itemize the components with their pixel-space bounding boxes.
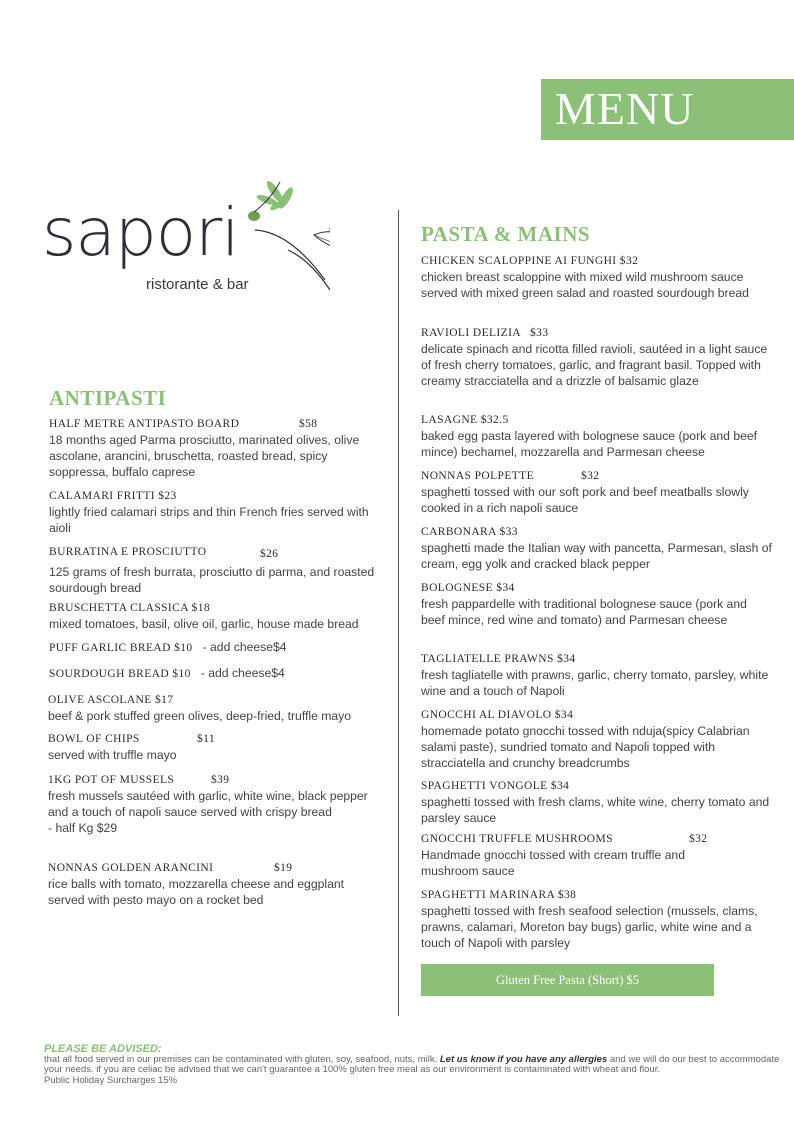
item-description: spaghetti tossed with fresh clams, white wine, cherry tomato and parsley sauce: [421, 795, 770, 826]
menu-item: [48, 732, 383, 763]
menu-item: [421, 413, 773, 460]
item-description: baked egg pasta layered with bolognese sauce (pork and beef mince) bechamel, mozzarella and Parmesan cheese: [421, 429, 758, 460]
item-name: LASAGNE $32.5: [421, 414, 509, 426]
column-divider: [398, 210, 399, 1016]
item-description: Handmade gnocchi tossed with cream truffle and mushroom sauce: [421, 848, 685, 879]
item-description: served with truffle mayo: [48, 748, 177, 762]
item-price: $19: [274, 862, 293, 874]
menu-item: [49, 417, 384, 481]
allergy-notice: [44, 1044, 784, 1086]
item-price: $32: [689, 833, 708, 845]
menu-item: [421, 525, 773, 572]
item-name: SOURDOUGH BREAD $10: [49, 668, 191, 680]
item-name: HALF METRE ANTIPASTO BOARD: [49, 418, 240, 430]
item-description: beef & pork stuffed green olives, deep-fried, truffle mayo: [48, 709, 352, 723]
pasta-title: PASTA & MAINS: [421, 222, 591, 246]
item-description: 125 grams of fresh burrata, prosciutto di parma, and roasted sourdough bread: [49, 565, 375, 596]
item-price: $58: [299, 418, 318, 430]
menu-item: [421, 652, 773, 699]
item-description: fresh pappardelle with traditional bolognese sauce (pork and beef mince, red wine and tomato) and Parmesan cheese: [421, 597, 747, 628]
menu-item: [49, 666, 384, 682]
menu-item: [49, 601, 384, 632]
gluten-free-label: Gluten Free Pasta (Short) $5: [495, 973, 640, 987]
notice-heading: PLEASE BE ADVISED:: [44, 1043, 162, 1055]
notice-text: [44, 1055, 784, 1076]
item-extra: - half Kg $29: [48, 821, 118, 836]
item-name: OLIVE ASCOLANE $17: [48, 694, 174, 706]
item-name: TAGLIATELLE PRAWNS $34: [421, 653, 576, 665]
menu-banner-label: MENU: [555, 83, 695, 134]
item-name: NONNAS GOLDEN ARANCINI: [48, 862, 214, 874]
item-price: $39: [211, 774, 230, 786]
item-price: $33: [530, 327, 549, 339]
item-addon: - add cheese$4: [200, 666, 285, 680]
item-name: GNOCCHI AL DIAVOLO $34: [421, 709, 574, 721]
item-name: BOWL OF CHIPS: [48, 733, 140, 745]
menu-item: [49, 545, 384, 596]
logo-subtitle: ristorante & bar: [146, 276, 249, 293]
item-description: spaghetti made the Italian way with pancetta, Parmesan, slash of cream, egg yolk and cracked black pepper: [421, 541, 772, 572]
menu-item: [421, 469, 773, 516]
surcharge-note: Public Holiday Surcharges 15%: [44, 1074, 178, 1086]
item-description: homemade potato gnocchi tossed with nduja(spicy Calabrian salami paste), sundried tomato and Napoli topped with stracciatella and crunchy breadcrumbs: [421, 724, 750, 771]
item-price: $26: [260, 548, 279, 560]
item-description: spaghetti tossed with our soft pork and beef meatballs slowly cooked in a rich napoli sauce: [421, 485, 749, 516]
notice-allergy-emphasis: Let us know if you have any allergies: [439, 1053, 608, 1065]
gluten-free-banner: [421, 964, 714, 996]
item-name: NONNAS POLPETTE: [421, 470, 535, 482]
menu-item: [421, 326, 773, 390]
item-description: spaghetti tossed with fresh seafood selection (mussels, clams, prawns, calamari, Moreton bay bugs) garlic, white wine and a touch of Napoli with parsley: [421, 904, 758, 951]
menu-item: [421, 888, 773, 952]
menu-item: [48, 861, 383, 908]
menu-item: [421, 832, 773, 879]
notice-text-part: that all food served in our premises can be contaminated with gluten, soy, seafood, nuts, milk.: [44, 1053, 440, 1065]
item-name: BRUSCHETTA CLASSICA $18: [49, 602, 211, 614]
item-name: GNOCCHI TRUFFLE MUSHROOMS: [421, 833, 613, 845]
menu-banner: [541, 79, 794, 140]
item-description: rice balls with tomato, mozzarella cheese and eggplant served with pesto mayo on a rocket bed: [48, 877, 345, 908]
item-price: $11: [197, 733, 216, 745]
item-name: PUFF GARLIC BREAD $10: [49, 642, 193, 654]
item-name: CARBONARA $33: [421, 526, 518, 538]
item-name: SPAGHETTI VONGOLE $34: [421, 780, 570, 792]
menu-item: [421, 708, 773, 772]
item-name: 1KG POT OF MUSSELS: [48, 774, 175, 786]
item-description: lightly fried calamari strips and thin French fries served with aioli: [49, 505, 369, 536]
item-name: BOLOGNESE $34: [421, 582, 515, 594]
item-description: chicken breast scaloppine with mixed wild mushroom sauce served with mixed green salad and roasted sourdough bread: [421, 270, 749, 301]
menu-item: [421, 779, 779, 826]
item-name: CHICKEN SCALOPPINE AI FUNGHI $32: [421, 255, 639, 267]
menu-item: [48, 693, 383, 724]
item-name: CALAMARI FRITTI $23: [49, 490, 177, 502]
logo-wordmark: sapori: [42, 194, 239, 271]
item-name: SPAGHETTI MARINARA $38: [421, 889, 577, 901]
notice-text-part: and we will do our best to accommodate your needs. if you are celiac be advised that we can't guarantee a 100% gluten free meal as our environment is contaminated with wheat and flour.: [44, 1053, 780, 1075]
item-description: 18 months aged Parma prosciutto, marinated olives, olive ascolane, arancini, bruschetta, roasted bread, spicy soppressa, buffalo caprese: [49, 433, 360, 480]
item-description: fresh mussels sautéed with garlic, white wine, black pepper and a touch of napoli sauce served with crispy bread: [48, 789, 368, 820]
item-description: delicate spinach and ricotta filled ravioli, sautéed in a light sauce of fresh cherry tomatoes, garlic, and fragrant basil. Topped with creamy stracciatella and a drizzle of balsamic glaze: [421, 342, 768, 389]
item-name: RAVIOLI DELIZIA: [421, 327, 522, 339]
menu-item: [49, 640, 384, 656]
item-name: BURRATINA E PROSCIUTTO: [49, 546, 207, 558]
menu-item: [421, 581, 773, 628]
item-description: fresh tagliatelle with prawns, garlic, cherry tomato, parsley, white wine and a touch of Napoli: [421, 668, 769, 699]
item-description: mixed tomatoes, basil, olive oil, garlic, house made bread: [49, 617, 359, 631]
item-price: $32: [581, 470, 600, 482]
menu-item: [49, 489, 384, 536]
menu-item: [421, 254, 773, 301]
item-addon: - add cheese$4: [202, 640, 287, 654]
menu-item: [48, 773, 383, 837]
antipasti-title: ANTIPASTI: [49, 386, 167, 410]
